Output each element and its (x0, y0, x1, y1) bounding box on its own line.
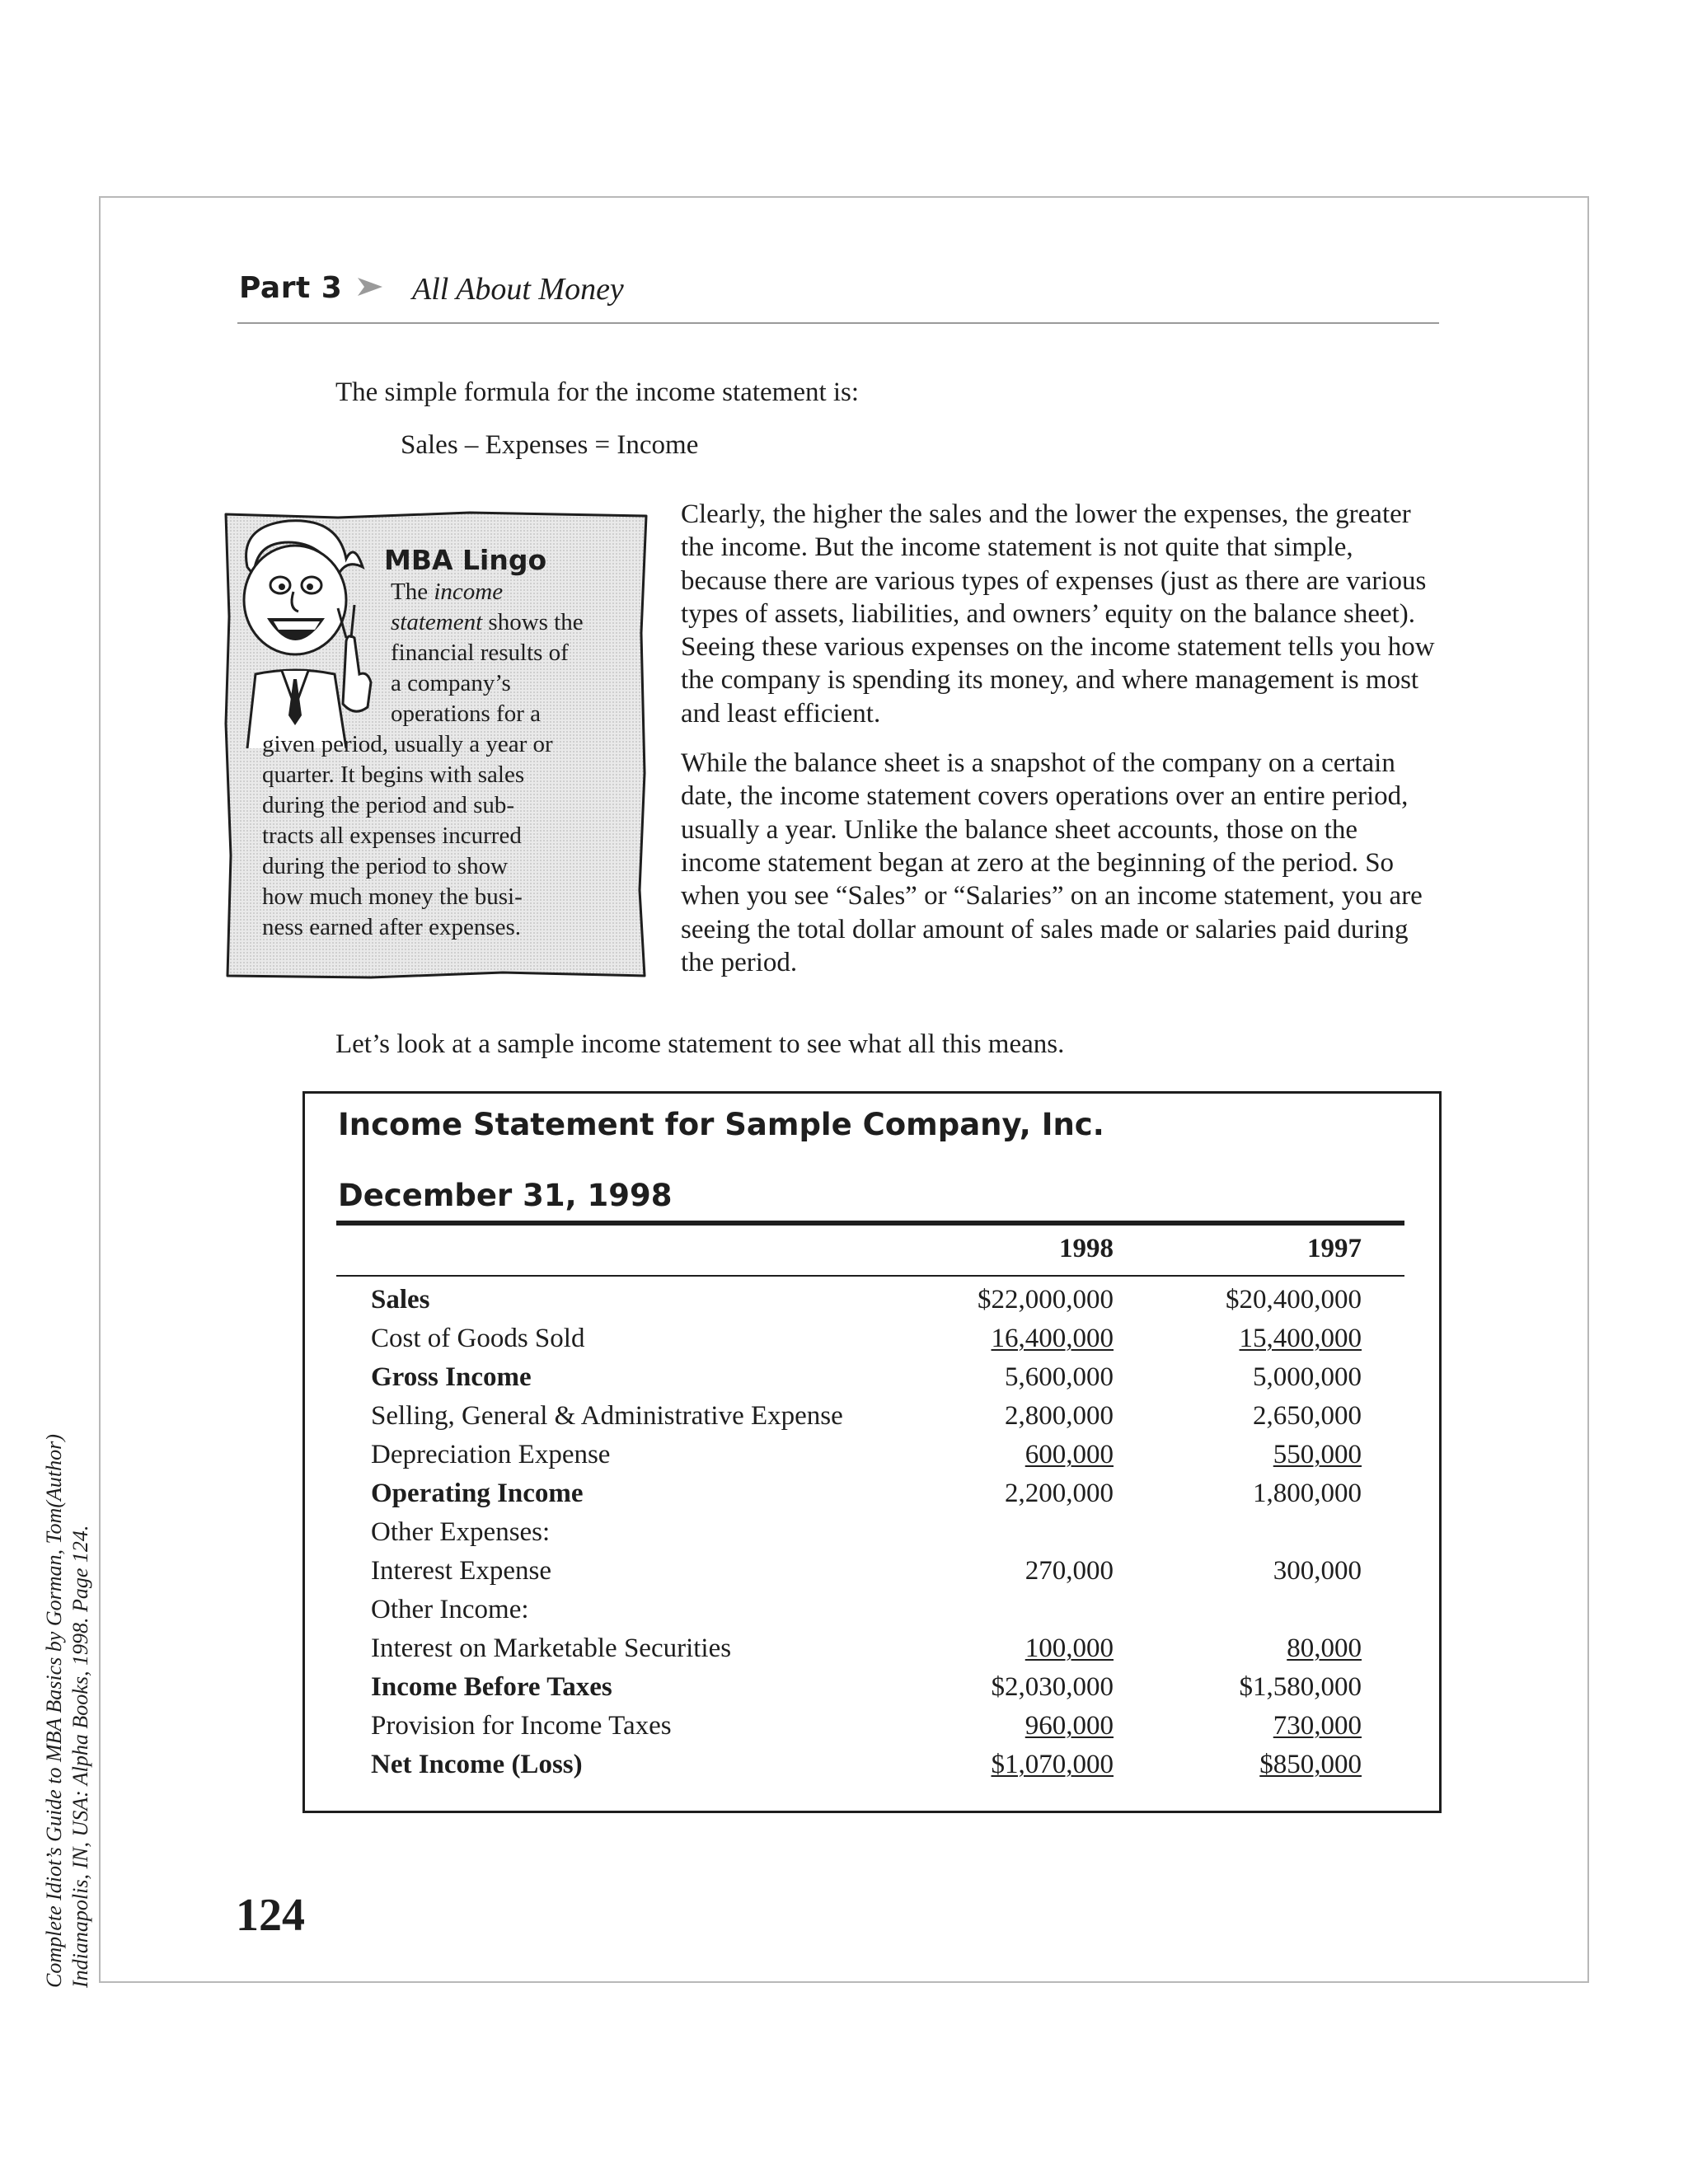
arrow-right-icon (356, 273, 384, 301)
value-1997: 80,000 (1287, 1633, 1362, 1663)
running-head (237, 268, 1439, 324)
row-label: Income Before Taxes (371, 1672, 612, 1702)
row-label: Selling, General & Administrative Expense (371, 1401, 843, 1431)
table-row (305, 1436, 1439, 1475)
divider (336, 1221, 1404, 1226)
table-row (305, 1669, 1439, 1708)
row-label: Other Expenses: (371, 1517, 551, 1547)
table-row (305, 1475, 1439, 1514)
sidebar-line: during the period to show (262, 853, 509, 879)
value-1998: 600,000 (1025, 1440, 1114, 1469)
sidebar-line: quarter. It begins with sales (262, 762, 525, 788)
body-paragraph: While the balance sheet is a snapshot of the company on a certain date, the income statement covers operations over an entire period, usually a year. Unlike the balance sheet accounts, those on the income statement began at zero at the beginning of the period. So when you see “Sales” or “Salaries” on an income statement, you are seeing the total dollar amount of sales made or salaries paid during the period. (681, 748, 1423, 977)
row-label: Provision for Income Taxes (371, 1711, 672, 1741)
sidebar-line: a company’s (391, 670, 511, 696)
intro-paragraph: The simple formula for the income statement is: (335, 377, 860, 407)
term-emphasis: income (434, 579, 504, 605)
body-paragraph: Let’s look at a sample income statement to see what all this means. (335, 1029, 1065, 1059)
sidebar-line: given period, usually a year or (262, 731, 553, 757)
value-1997: 1,800,000 (1253, 1479, 1362, 1508)
page-number: 124 (236, 1890, 305, 1941)
value-1997: 730,000 (1273, 1711, 1362, 1741)
body-paragraph: Clearly, the higher the sales and the lower the expenses, the greater the income. But the income statement is not quite that simple, because there are various types of expenses (just as there are various types of assets, liabilities, and owners’ equity on the balance sheet). Seeing these various expenses on the income statement tells you how the company is spending its money, and where management is most and least efficient. (681, 499, 1435, 729)
table-row (305, 1514, 1439, 1553)
value-1998: $2,030,000 (991, 1672, 1114, 1702)
value-1997: $1,580,000 (1239, 1672, 1362, 1702)
table-row (305, 1320, 1439, 1359)
value-1998: $22,000,000 (978, 1285, 1114, 1315)
row-label: Net Income (Loss) (371, 1750, 583, 1779)
citation-line: Indianapolis, IN, USA: Alpha Books, 1998. Page 124. (68, 1525, 92, 1988)
value-1997: $20,400,000 (1226, 1285, 1362, 1315)
statement-date: December 31, 1998 (338, 1178, 673, 1213)
income-statement-table (302, 1091, 1442, 1813)
value-1997: 300,000 (1273, 1556, 1362, 1586)
term-emphasis: statement (391, 609, 483, 635)
statement-rows (305, 1282, 1439, 1785)
column-header-1997: 1997 (1307, 1234, 1362, 1263)
value-1997: 550,000 (1273, 1440, 1362, 1469)
sidebar-line: tracts all expenses incurred (262, 823, 522, 849)
table-row (305, 1398, 1439, 1436)
mba-lingo-sidebar (223, 509, 651, 982)
formula: Sales – Expenses = Income (401, 430, 699, 460)
sidebar-line: during the period and sub- (262, 792, 515, 818)
table-row (305, 1553, 1439, 1591)
value-1998: 16,400,000 (991, 1324, 1114, 1353)
table-row (305, 1630, 1439, 1669)
sidebar-line: The income (391, 579, 504, 605)
row-label: Other Income: (371, 1595, 529, 1624)
row-label: Depreciation Expense (371, 1440, 611, 1469)
column-header-1998: 1998 (1059, 1234, 1114, 1263)
table-row (305, 1708, 1439, 1746)
row-label: Operating Income (371, 1479, 584, 1508)
table-row (305, 1282, 1439, 1320)
sidebar-line: operations for a (391, 701, 541, 727)
sidebar-line: how much money the busi- (262, 883, 523, 910)
sidebar-line: financial results of (391, 640, 569, 666)
value-1998: 270,000 (1025, 1556, 1114, 1586)
table-row (305, 1591, 1439, 1630)
row-label: Interest Expense (371, 1556, 551, 1586)
part-label: Part 3 (239, 271, 343, 305)
side-citation (41, 1434, 94, 1988)
sidebar-title: MBA Lingo (384, 544, 547, 576)
sidebar-line: ness earned after expenses. (262, 914, 522, 940)
value-1998: 2,200,000 (1005, 1479, 1114, 1508)
row-label: Gross Income (371, 1362, 532, 1392)
value-1998: 2,800,000 (1005, 1401, 1114, 1431)
citation-line: Complete Idiot’s Guide to MBA Basics by Gorman, Tom(Author) (42, 1434, 66, 1988)
sidebar-line: statement shows the (391, 609, 584, 635)
value-1997: 15,400,000 (1239, 1324, 1362, 1353)
table-row (305, 1359, 1439, 1398)
value-1998: $1,070,000 (991, 1750, 1114, 1779)
mba-lingo-cartoon-icon (223, 509, 396, 748)
value-1997: $850,000 (1259, 1750, 1362, 1779)
divider (336, 1275, 1404, 1277)
statement-title: Income Statement for Sample Company, Inc. (338, 1107, 1104, 1142)
value-1997: 2,650,000 (1253, 1401, 1362, 1431)
body-column (681, 498, 1439, 996)
value-1997: 5,000,000 (1253, 1362, 1362, 1392)
row-label: Sales (371, 1285, 430, 1315)
row-label: Interest on Marketable Securities (371, 1633, 732, 1663)
table-row (305, 1746, 1439, 1785)
value-1998: 960,000 (1025, 1711, 1114, 1741)
row-label: Cost of Goods Sold (371, 1324, 585, 1353)
value-1998: 100,000 (1025, 1633, 1114, 1663)
value-1998: 5,600,000 (1005, 1362, 1114, 1392)
chapter-title: All About Money (412, 272, 624, 307)
